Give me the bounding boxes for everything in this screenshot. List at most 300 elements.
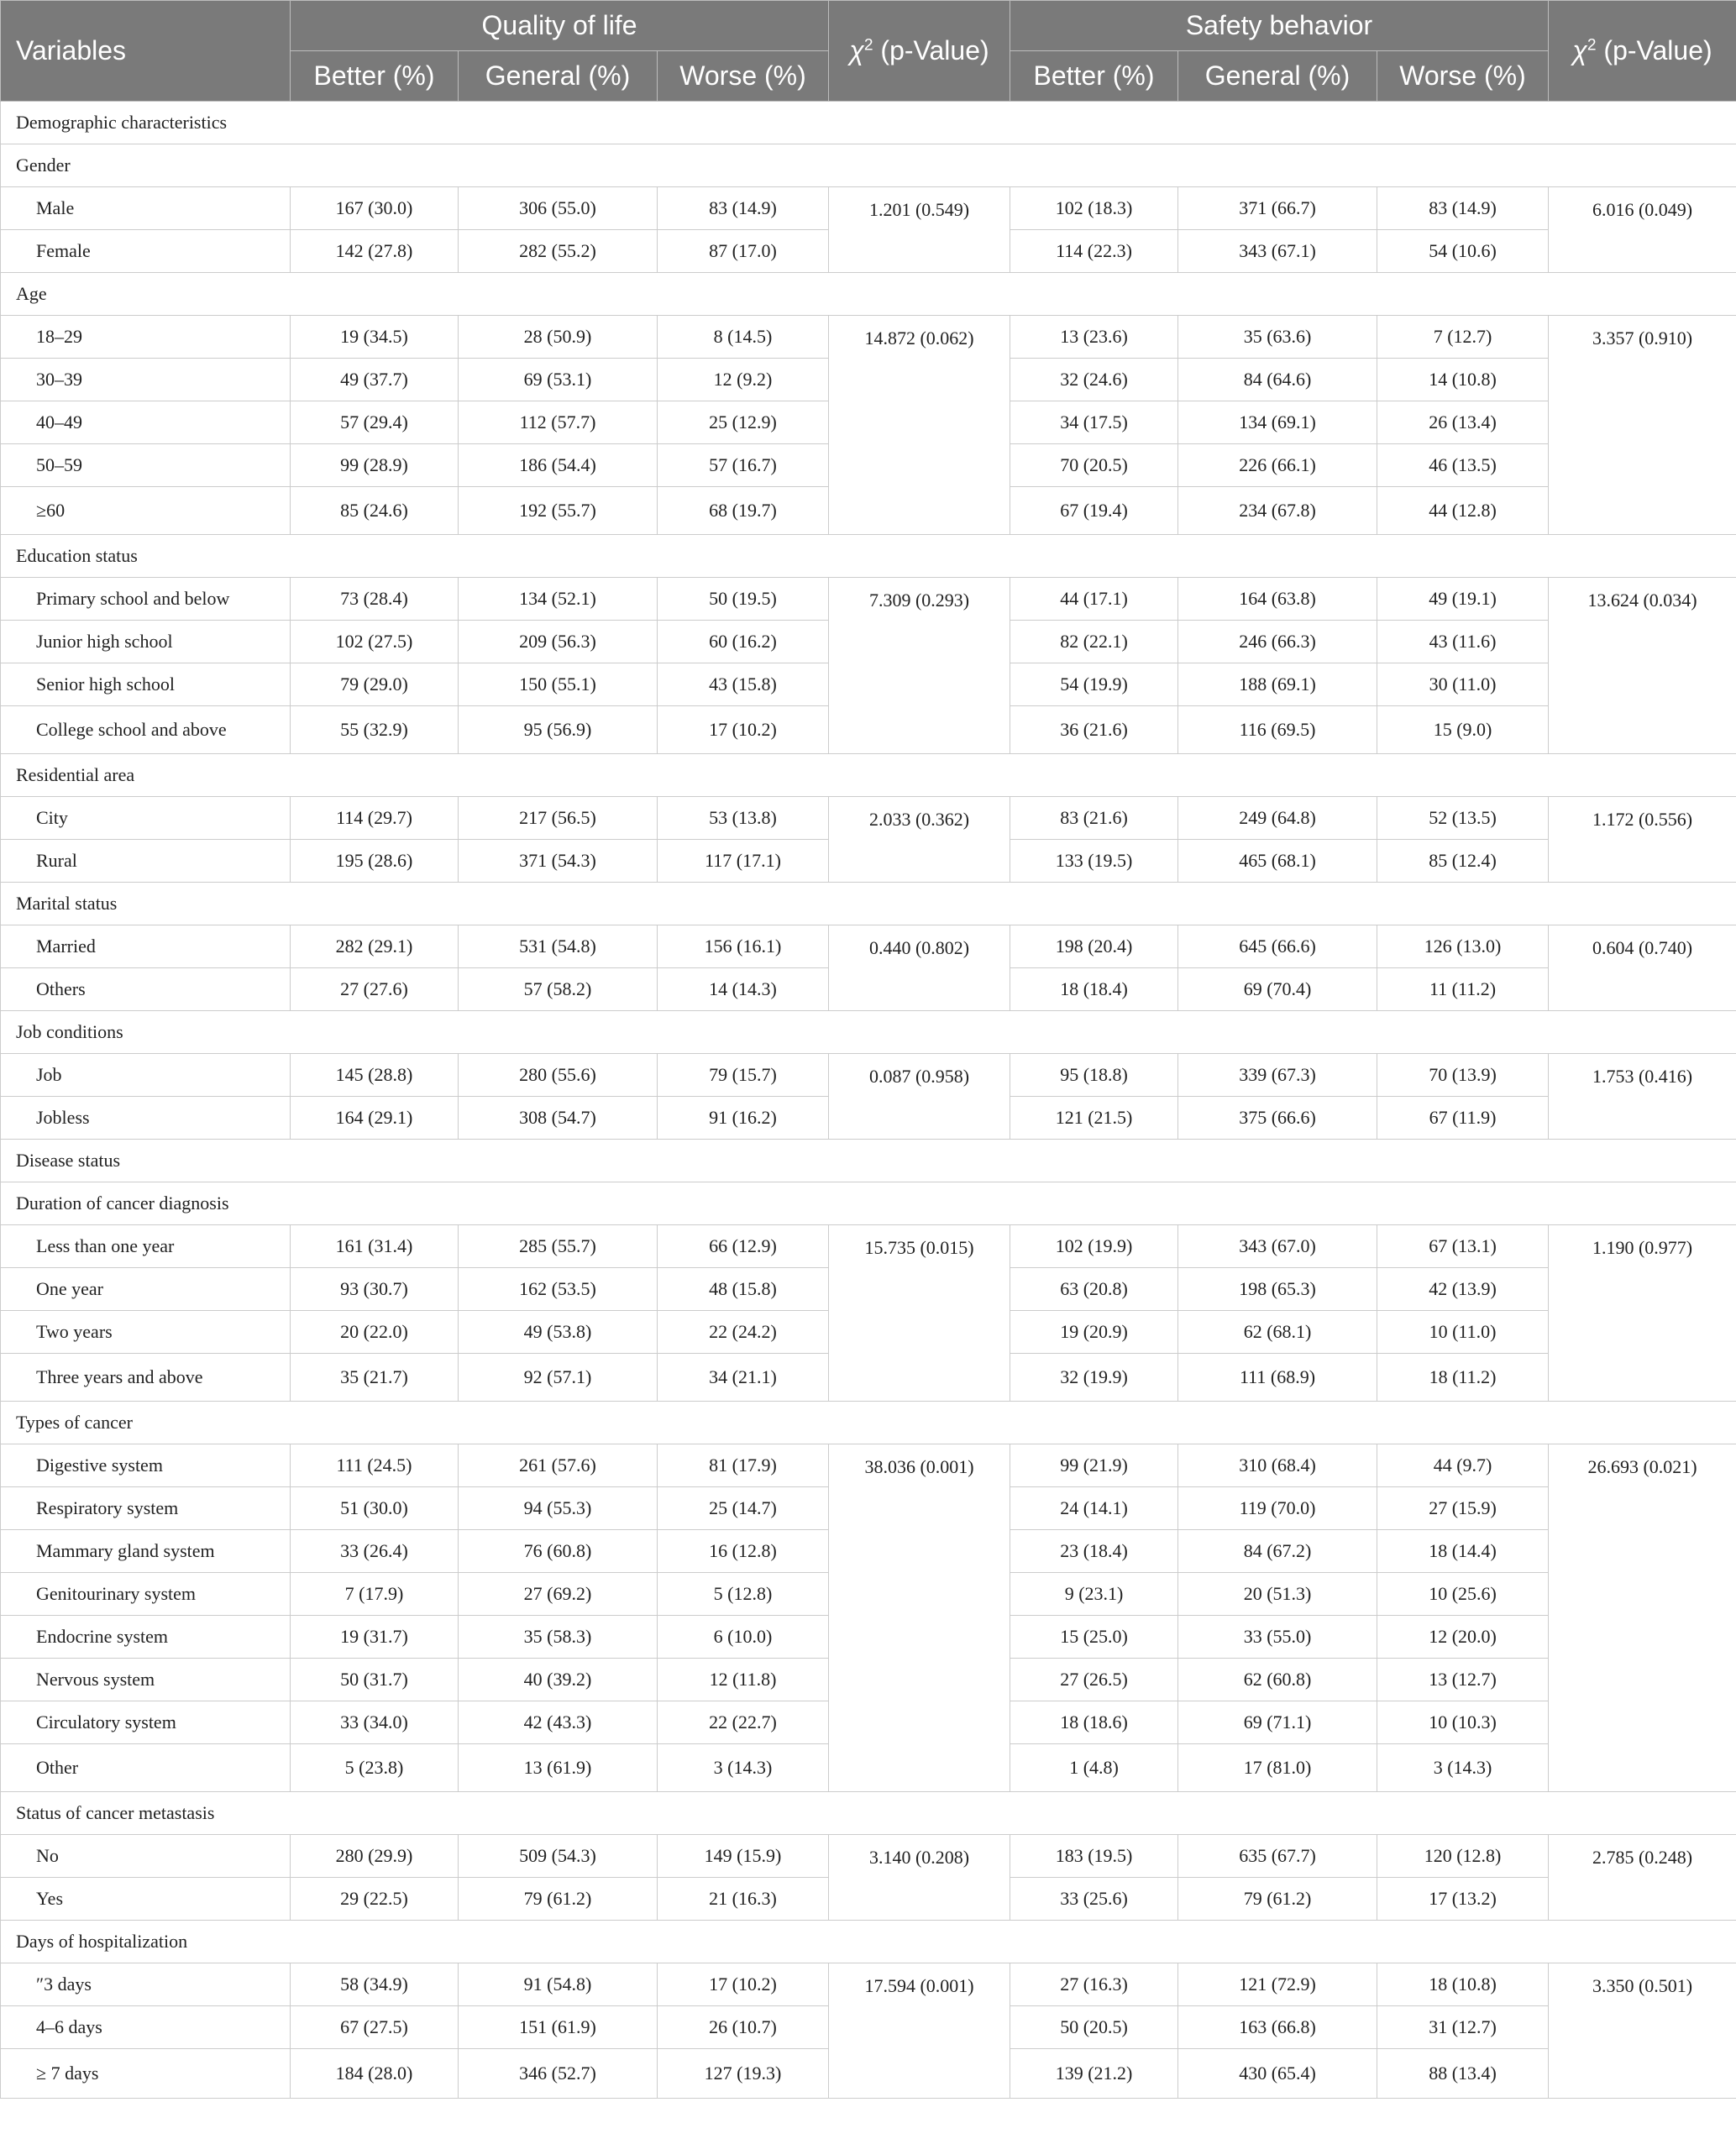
qol-general-cell: 371 (54.3) — [459, 840, 658, 883]
qol-general-cell: 162 (53.5) — [459, 1268, 658, 1311]
group-title: Age — [1, 273, 1736, 316]
section-title: Disease status — [1, 1140, 1736, 1182]
qol-worse-cell: 22 (22.7) — [658, 1701, 829, 1744]
qol-general-cell: 186 (54.4) — [459, 444, 658, 487]
qol-worse-cell: 57 (16.7) — [658, 444, 829, 487]
sb-better-header: Better (%) — [1010, 51, 1178, 102]
sb-worse-cell: 13 (12.7) — [1377, 1659, 1549, 1701]
chi-superscript: 2 — [863, 36, 873, 55]
qol-worse-cell: 22 (24.2) — [658, 1311, 829, 1354]
row-label: Circulatory system — [1, 1701, 291, 1744]
sb-better-cell: 54 (19.9) — [1010, 663, 1178, 706]
qol-general-cell: 28 (50.9) — [459, 316, 658, 359]
group-row — [1, 1182, 1736, 1225]
row-label: Female — [1, 230, 291, 273]
qol-worse-cell: 21 (16.3) — [658, 1878, 829, 1921]
chi-symbol: χ — [1572, 35, 1587, 66]
row-label: Nervous system — [1, 1659, 291, 1701]
group-title: Residential area — [1, 754, 1736, 797]
sb-chi-square-cell: 1.172 (0.556) — [1549, 797, 1736, 883]
sb-chi-square-cell: 26.693 (0.021) — [1549, 1444, 1736, 1792]
sb-better-cell: 34 (17.5) — [1010, 401, 1178, 444]
quality-of-life-header: Quality of life — [291, 1, 829, 51]
qol-chi-square-cell: 2.033 (0.362) — [829, 797, 1010, 883]
qol-general-cell: 150 (55.1) — [459, 663, 658, 706]
qol-worse-cell: 68 (19.7) — [658, 487, 829, 535]
sb-better-cell: 133 (19.5) — [1010, 840, 1178, 883]
sb-general-cell: 69 (71.1) — [1178, 1701, 1377, 1744]
sb-general-cell: 198 (65.3) — [1178, 1268, 1377, 1311]
qol-better-cell: 282 (29.1) — [291, 925, 459, 968]
row-label: 30–39 — [1, 359, 291, 401]
sb-worse-cell: 18 (11.2) — [1377, 1354, 1549, 1402]
sb-better-cell: 99 (21.9) — [1010, 1444, 1178, 1487]
p-value-label: (p-Value) — [1603, 35, 1712, 66]
sb-general-cell: 164 (63.8) — [1178, 578, 1377, 621]
table-row — [1, 1963, 1736, 2006]
sb-better-cell: 15 (25.0) — [1010, 1616, 1178, 1659]
chi-symbol: χ — [849, 35, 864, 66]
row-label: No — [1, 1835, 291, 1878]
table-row — [1, 578, 1736, 621]
sb-worse-cell: 3 (14.3) — [1377, 1744, 1549, 1792]
qol-general-cell: 92 (57.1) — [459, 1354, 658, 1402]
sb-better-cell: 27 (16.3) — [1010, 1963, 1178, 2006]
sb-worse-cell: 11 (11.2) — [1377, 968, 1549, 1011]
sb-general-cell: 371 (66.7) — [1178, 187, 1377, 230]
table-row — [1, 1835, 1736, 1878]
sb-worse-cell: 120 (12.8) — [1377, 1835, 1549, 1878]
sb-better-cell: 36 (21.6) — [1010, 706, 1178, 754]
sb-general-cell: 465 (68.1) — [1178, 840, 1377, 883]
qol-general-cell: 308 (54.7) — [459, 1097, 658, 1140]
sb-general-cell: 20 (51.3) — [1178, 1573, 1377, 1616]
group-row — [1, 883, 1736, 925]
qol-worse-cell: 81 (17.9) — [658, 1444, 829, 1487]
row-label: Digestive system — [1, 1444, 291, 1487]
row-label: ≥ 7 days — [1, 2049, 291, 2099]
sb-worse-cell: 44 (9.7) — [1377, 1444, 1549, 1487]
qol-general-cell: 95 (56.9) — [459, 706, 658, 754]
qol-general-cell: 261 (57.6) — [459, 1444, 658, 1487]
row-label: Three years and above — [1, 1354, 291, 1402]
qol-better-cell: 19 (34.5) — [291, 316, 459, 359]
row-label: Other — [1, 1744, 291, 1792]
sb-worse-cell: 26 (13.4) — [1377, 401, 1549, 444]
sb-general-cell: 84 (67.2) — [1178, 1530, 1377, 1573]
qol-worse-cell: 12 (9.2) — [658, 359, 829, 401]
qol-better-cell: 20 (22.0) — [291, 1311, 459, 1354]
row-label: City — [1, 797, 291, 840]
sb-better-cell: 121 (21.5) — [1010, 1097, 1178, 1140]
section-row — [1, 102, 1736, 144]
group-row — [1, 273, 1736, 316]
qol-worse-cell: 79 (15.7) — [658, 1054, 829, 1097]
qol-worse-cell: 6 (10.0) — [658, 1616, 829, 1659]
sb-worse-cell: 85 (12.4) — [1377, 840, 1549, 883]
sb-better-cell: 9 (23.1) — [1010, 1573, 1178, 1616]
sb-better-cell: 18 (18.6) — [1010, 1701, 1178, 1744]
sb-better-cell: 23 (18.4) — [1010, 1530, 1178, 1573]
sb-general-cell: 635 (67.7) — [1178, 1835, 1377, 1878]
sb-worse-cell: 10 (10.3) — [1377, 1701, 1549, 1744]
qol-worse-cell: 60 (16.2) — [658, 621, 829, 663]
row-label: Respiratory system — [1, 1487, 291, 1530]
qol-general-cell: 40 (39.2) — [459, 1659, 658, 1701]
qol-chi-square-cell: 17.594 (0.001) — [829, 1963, 1010, 2099]
sb-better-cell: 1 (4.8) — [1010, 1744, 1178, 1792]
qol-better-cell: 5 (23.8) — [291, 1744, 459, 1792]
qol-worse-cell: 12 (11.8) — [658, 1659, 829, 1701]
qol-chi-square-cell: 0.440 (0.802) — [829, 925, 1010, 1011]
row-label: Married — [1, 925, 291, 968]
qol-better-cell: 55 (32.9) — [291, 706, 459, 754]
row-label: 40–49 — [1, 401, 291, 444]
sb-general-cell: 121 (72.9) — [1178, 1963, 1377, 2006]
sb-better-cell: 24 (14.1) — [1010, 1487, 1178, 1530]
table-row — [1, 1054, 1736, 1097]
qol-general-cell: 79 (61.2) — [459, 1878, 658, 1921]
qol-general-cell: 285 (55.7) — [459, 1225, 658, 1268]
qol-chi-square-cell: 7.309 (0.293) — [829, 578, 1010, 754]
sb-general-cell: 84 (64.6) — [1178, 359, 1377, 401]
qol-worse-cell: 26 (10.7) — [658, 2006, 829, 2049]
sb-better-cell: 18 (18.4) — [1010, 968, 1178, 1011]
sb-worse-cell: 88 (13.4) — [1377, 2049, 1549, 2099]
sb-general-cell: 33 (55.0) — [1178, 1616, 1377, 1659]
sb-chi-square-cell: 13.624 (0.034) — [1549, 578, 1736, 754]
table-body — [1, 102, 1736, 2099]
qol-chi-square-cell: 0.087 (0.958) — [829, 1054, 1010, 1140]
sb-better-cell: 33 (25.6) — [1010, 1878, 1178, 1921]
qol-general-cell: 509 (54.3) — [459, 1835, 658, 1878]
qol-better-cell: 93 (30.7) — [291, 1268, 459, 1311]
qol-chi-square-cell: 15.735 (0.015) — [829, 1225, 1010, 1402]
sb-better-cell: 198 (20.4) — [1010, 925, 1178, 968]
row-label: Jobless — [1, 1097, 291, 1140]
qol-better-cell: 99 (28.9) — [291, 444, 459, 487]
qol-general-cell: 192 (55.7) — [459, 487, 658, 535]
group-row — [1, 1402, 1736, 1444]
qol-general-cell: 94 (55.3) — [459, 1487, 658, 1530]
table-header — [1, 1, 1736, 102]
sb-worse-cell: 14 (10.8) — [1377, 359, 1549, 401]
qol-better-cell: 164 (29.1) — [291, 1097, 459, 1140]
row-label: Junior high school — [1, 621, 291, 663]
sb-chi-square-cell: 3.357 (0.910) — [1549, 316, 1736, 535]
table-row — [1, 316, 1736, 359]
qol-better-cell: 58 (34.9) — [291, 1963, 459, 2006]
sb-general-cell: 163 (66.8) — [1178, 2006, 1377, 2049]
sb-general-cell: 343 (67.1) — [1178, 230, 1377, 273]
qol-worse-header: Worse (%) — [658, 51, 829, 102]
sb-worse-cell: 46 (13.5) — [1377, 444, 1549, 487]
qol-general-cell: 217 (56.5) — [459, 797, 658, 840]
p-value-label: (p-Value) — [880, 35, 989, 66]
qol-better-cell: 73 (28.4) — [291, 578, 459, 621]
row-label: Others — [1, 968, 291, 1011]
sb-general-cell: 62 (60.8) — [1178, 1659, 1377, 1701]
qol-better-cell: 79 (29.0) — [291, 663, 459, 706]
sb-general-cell: 79 (61.2) — [1178, 1878, 1377, 1921]
sb-worse-cell: 126 (13.0) — [1377, 925, 1549, 968]
sb-better-cell: 63 (20.8) — [1010, 1268, 1178, 1311]
qol-better-cell: 67 (27.5) — [291, 2006, 459, 2049]
qol-worse-cell: 83 (14.9) — [658, 187, 829, 230]
table-row — [1, 1444, 1736, 1487]
qol-better-header: Better (%) — [291, 51, 459, 102]
qol-better-cell: 102 (27.5) — [291, 621, 459, 663]
sb-better-cell: 102 (18.3) — [1010, 187, 1178, 230]
section-row — [1, 1140, 1736, 1182]
sb-general-cell: 246 (66.3) — [1178, 621, 1377, 663]
row-label: ″3 days — [1, 1963, 291, 2006]
qol-worse-cell: 25 (14.7) — [658, 1487, 829, 1530]
sb-chi-square-cell: 0.604 (0.740) — [1549, 925, 1736, 1011]
safety-behavior-header: Safety behavior — [1010, 1, 1549, 51]
qol-chi-square-cell: 38.036 (0.001) — [829, 1444, 1010, 1792]
qol-general-cell: 13 (61.9) — [459, 1744, 658, 1792]
sb-general-cell: 119 (70.0) — [1178, 1487, 1377, 1530]
group-title: Education status — [1, 535, 1736, 578]
sb-better-cell: 139 (21.2) — [1010, 2049, 1178, 2099]
qol-general-cell: 346 (52.7) — [459, 2049, 658, 2099]
qol-better-cell: 29 (22.5) — [291, 1878, 459, 1921]
row-label: Senior high school — [1, 663, 291, 706]
sb-better-cell: 95 (18.8) — [1010, 1054, 1178, 1097]
sb-better-cell: 50 (20.5) — [1010, 2006, 1178, 2049]
qol-chi-square-cell: 14.872 (0.062) — [829, 316, 1010, 535]
qol-better-cell: 50 (31.7) — [291, 1659, 459, 1701]
qol-general-cell: 76 (60.8) — [459, 1530, 658, 1573]
row-label: Rural — [1, 840, 291, 883]
sb-better-cell: 27 (26.5) — [1010, 1659, 1178, 1701]
qol-better-cell: 27 (27.6) — [291, 968, 459, 1011]
sb-general-cell: 17 (81.0) — [1178, 1744, 1377, 1792]
group-title: Marital status — [1, 883, 1736, 925]
qol-worse-cell: 43 (15.8) — [658, 663, 829, 706]
group-row — [1, 1921, 1736, 1963]
sb-worse-header: Worse (%) — [1377, 51, 1549, 102]
qol-general-cell: 282 (55.2) — [459, 230, 658, 273]
sb-worse-cell: 54 (10.6) — [1377, 230, 1549, 273]
sb-chi-square-cell: 1.753 (0.416) — [1549, 1054, 1736, 1140]
qol-worse-cell: 25 (12.9) — [658, 401, 829, 444]
sb-worse-cell: 18 (10.8) — [1377, 1963, 1549, 2006]
sb-better-cell: 83 (21.6) — [1010, 797, 1178, 840]
qol-better-cell: 33 (26.4) — [291, 1530, 459, 1573]
row-label: 4–6 days — [1, 2006, 291, 2049]
sb-general-cell: 69 (70.4) — [1178, 968, 1377, 1011]
sb-worse-cell: 70 (13.9) — [1377, 1054, 1549, 1097]
sb-chi-square-header — [1549, 1, 1736, 102]
qol-general-cell: 151 (61.9) — [459, 2006, 658, 2049]
qol-chi-square-cell: 1.201 (0.549) — [829, 187, 1010, 273]
variables-header: Variables — [1, 1, 291, 102]
qol-general-header: General (%) — [459, 51, 658, 102]
sb-better-cell: 102 (19.9) — [1010, 1225, 1178, 1268]
group-title: Types of cancer — [1, 1402, 1736, 1444]
qol-better-cell: 161 (31.4) — [291, 1225, 459, 1268]
qol-general-cell: 112 (57.7) — [459, 401, 658, 444]
group-row — [1, 535, 1736, 578]
sb-chi-square-cell: 2.785 (0.248) — [1549, 1835, 1736, 1921]
sb-general-cell: 226 (66.1) — [1178, 444, 1377, 487]
group-title: Gender — [1, 144, 1736, 187]
qol-general-cell: 57 (58.2) — [459, 968, 658, 1011]
sb-worse-cell: 83 (14.9) — [1377, 187, 1549, 230]
qol-general-cell: 35 (58.3) — [459, 1616, 658, 1659]
sb-better-cell: 82 (22.1) — [1010, 621, 1178, 663]
qol-worse-cell: 149 (15.9) — [658, 1835, 829, 1878]
row-label: Genitourinary system — [1, 1573, 291, 1616]
qol-worse-cell: 34 (21.1) — [658, 1354, 829, 1402]
qol-worse-cell: 66 (12.9) — [658, 1225, 829, 1268]
qol-better-cell: 145 (28.8) — [291, 1054, 459, 1097]
group-title: Duration of cancer diagnosis — [1, 1182, 1736, 1225]
chi-superscript: 2 — [1587, 36, 1597, 55]
sb-general-cell: 375 (66.6) — [1178, 1097, 1377, 1140]
qol-better-cell: 57 (29.4) — [291, 401, 459, 444]
sb-general-cell: 62 (68.1) — [1178, 1311, 1377, 1354]
sb-chi-square-cell: 3.350 (0.501) — [1549, 1963, 1736, 2099]
qol-chi-square-cell: 3.140 (0.208) — [829, 1835, 1010, 1921]
qol-general-cell: 209 (56.3) — [459, 621, 658, 663]
qol-general-cell: 134 (52.1) — [459, 578, 658, 621]
sb-general-cell: 116 (69.5) — [1178, 706, 1377, 754]
sb-general-cell: 188 (69.1) — [1178, 663, 1377, 706]
sb-better-cell: 19 (20.9) — [1010, 1311, 1178, 1354]
qol-better-cell: 114 (29.7) — [291, 797, 459, 840]
qol-general-cell: 306 (55.0) — [459, 187, 658, 230]
sb-general-header: General (%) — [1178, 51, 1377, 102]
sb-chi-square-cell: 6.016 (0.049) — [1549, 187, 1736, 273]
group-title: Status of cancer metastasis — [1, 1792, 1736, 1835]
sb-general-cell: 339 (67.3) — [1178, 1054, 1377, 1097]
table-row — [1, 1225, 1736, 1268]
sb-worse-cell: 10 (11.0) — [1377, 1311, 1549, 1354]
sb-worse-cell: 67 (11.9) — [1377, 1097, 1549, 1140]
sb-worse-cell: 31 (12.7) — [1377, 2006, 1549, 2049]
sb-worse-cell: 17 (13.2) — [1377, 1878, 1549, 1921]
sb-worse-cell: 10 (25.6) — [1377, 1573, 1549, 1616]
qol-general-cell: 49 (53.8) — [459, 1311, 658, 1354]
row-label: Mammary gland system — [1, 1530, 291, 1573]
qol-better-cell: 184 (28.0) — [291, 2049, 459, 2099]
group-row — [1, 144, 1736, 187]
qol-worse-cell: 91 (16.2) — [658, 1097, 829, 1140]
qol-better-cell: 195 (28.6) — [291, 840, 459, 883]
group-row — [1, 1011, 1736, 1054]
sb-better-cell: 44 (17.1) — [1010, 578, 1178, 621]
qol-better-cell: 167 (30.0) — [291, 187, 459, 230]
sb-worse-cell: 15 (9.0) — [1377, 706, 1549, 754]
group-row — [1, 754, 1736, 797]
sb-worse-cell: 18 (14.4) — [1377, 1530, 1549, 1573]
sb-better-cell: 114 (22.3) — [1010, 230, 1178, 273]
sb-worse-cell: 30 (11.0) — [1377, 663, 1549, 706]
sb-general-cell: 645 (66.6) — [1178, 925, 1377, 968]
qol-worse-cell: 48 (15.8) — [658, 1268, 829, 1311]
sb-better-cell: 32 (24.6) — [1010, 359, 1178, 401]
row-label: Yes — [1, 1878, 291, 1921]
sb-better-cell: 67 (19.4) — [1010, 487, 1178, 535]
sb-general-cell: 234 (67.8) — [1178, 487, 1377, 535]
qol-better-cell: 49 (37.7) — [291, 359, 459, 401]
qol-general-cell: 27 (69.2) — [459, 1573, 658, 1616]
qol-better-cell: 35 (21.7) — [291, 1354, 459, 1402]
qol-general-cell: 531 (54.8) — [459, 925, 658, 968]
qol-better-cell: 142 (27.8) — [291, 230, 459, 273]
sb-worse-cell: 27 (15.9) — [1377, 1487, 1549, 1530]
row-label: Endocrine system — [1, 1616, 291, 1659]
sb-better-cell: 13 (23.6) — [1010, 316, 1178, 359]
sb-general-cell: 343 (67.0) — [1178, 1225, 1377, 1268]
row-label: One year — [1, 1268, 291, 1311]
qol-worse-cell: 87 (17.0) — [658, 230, 829, 273]
group-title: Job conditions — [1, 1011, 1736, 1054]
qol-worse-cell: 5 (12.8) — [658, 1573, 829, 1616]
table-row — [1, 187, 1736, 230]
qol-general-cell: 69 (53.1) — [459, 359, 658, 401]
section-title: Demographic characteristics — [1, 102, 1736, 144]
sb-worse-cell: 42 (13.9) — [1377, 1268, 1549, 1311]
qol-worse-cell: 3 (14.3) — [658, 1744, 829, 1792]
sb-worse-cell: 52 (13.5) — [1377, 797, 1549, 840]
qol-better-cell: 280 (29.9) — [291, 1835, 459, 1878]
sb-better-cell: 70 (20.5) — [1010, 444, 1178, 487]
qol-better-cell: 111 (24.5) — [291, 1444, 459, 1487]
qol-general-cell: 42 (43.3) — [459, 1701, 658, 1744]
sb-better-cell: 183 (19.5) — [1010, 1835, 1178, 1878]
sb-worse-cell: 43 (11.6) — [1377, 621, 1549, 663]
row-label: 18–29 — [1, 316, 291, 359]
qol-general-cell: 91 (54.8) — [459, 1963, 658, 2006]
qol-worse-cell: 16 (12.8) — [658, 1530, 829, 1573]
qol-general-cell: 280 (55.6) — [459, 1054, 658, 1097]
qol-better-cell: 33 (34.0) — [291, 1701, 459, 1744]
sb-chi-square-cell: 1.190 (0.977) — [1549, 1225, 1736, 1402]
qol-worse-cell: 50 (19.5) — [658, 578, 829, 621]
row-label: Two years — [1, 1311, 291, 1354]
sb-worse-cell: 7 (12.7) — [1377, 316, 1549, 359]
qol-worse-cell: 17 (10.2) — [658, 1963, 829, 2006]
sb-general-cell: 111 (68.9) — [1178, 1354, 1377, 1402]
qol-worse-cell: 156 (16.1) — [658, 925, 829, 968]
group-row — [1, 1792, 1736, 1835]
row-label: Job — [1, 1054, 291, 1097]
sb-general-cell: 310 (68.4) — [1178, 1444, 1377, 1487]
qol-worse-cell: 8 (14.5) — [658, 316, 829, 359]
sb-better-cell: 32 (19.9) — [1010, 1354, 1178, 1402]
row-label: Less than one year — [1, 1225, 291, 1268]
qol-better-cell: 7 (17.9) — [291, 1573, 459, 1616]
row-label: 50–59 — [1, 444, 291, 487]
sb-worse-cell: 12 (20.0) — [1377, 1616, 1549, 1659]
sb-worse-cell: 49 (19.1) — [1377, 578, 1549, 621]
row-label: College school and above — [1, 706, 291, 754]
qol-chi-square-header — [829, 1, 1010, 102]
sb-general-cell: 430 (65.4) — [1178, 2049, 1377, 2099]
group-title: Days of hospitalization — [1, 1921, 1736, 1963]
qol-better-cell: 51 (30.0) — [291, 1487, 459, 1530]
sb-worse-cell: 44 (12.8) — [1377, 487, 1549, 535]
qol-better-cell: 19 (31.7) — [291, 1616, 459, 1659]
row-label: ≥60 — [1, 487, 291, 535]
sb-general-cell: 35 (63.6) — [1178, 316, 1377, 359]
sb-general-cell: 134 (69.1) — [1178, 401, 1377, 444]
sb-general-cell: 249 (64.8) — [1178, 797, 1377, 840]
